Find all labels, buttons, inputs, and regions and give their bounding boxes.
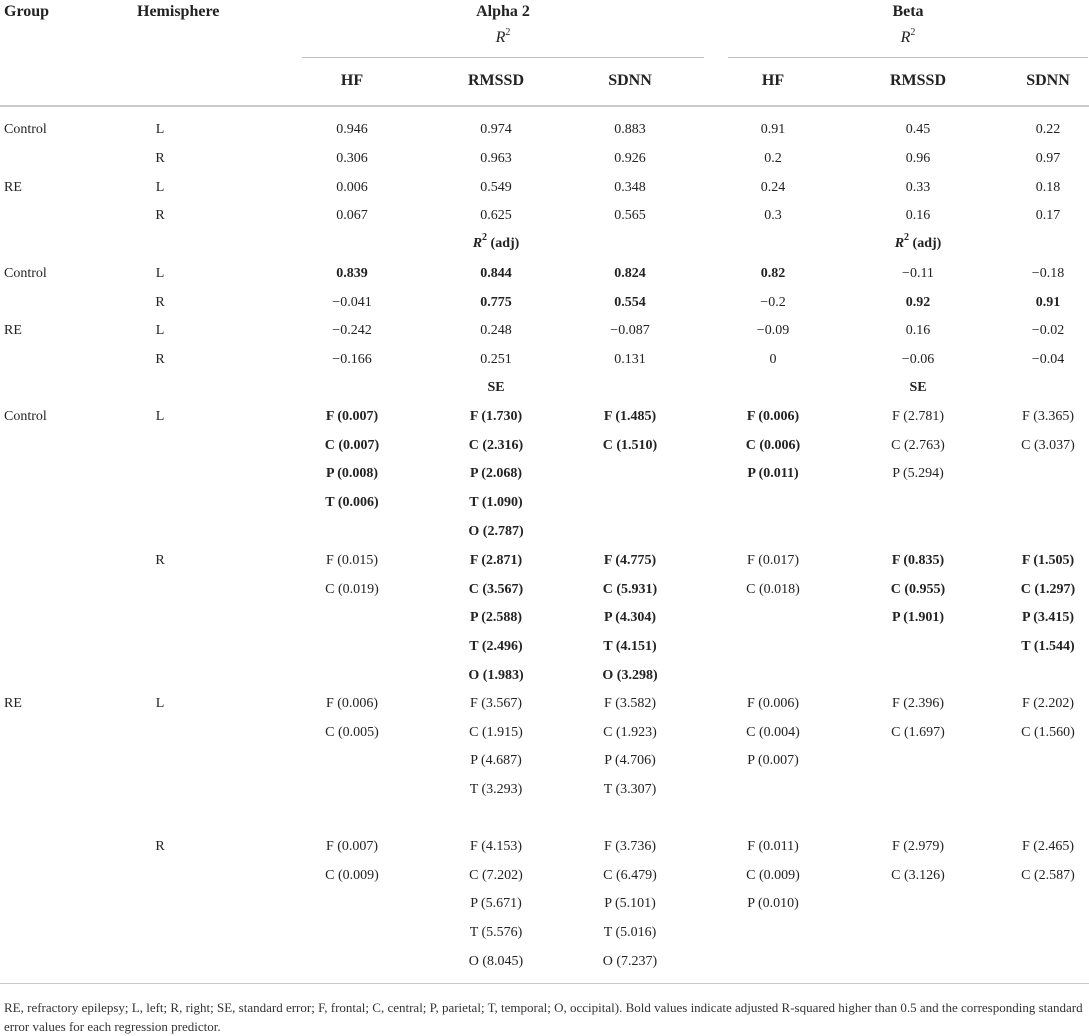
r2-adj-cell: −0.041 [332, 295, 372, 310]
header-hemisphere: Hemisphere [137, 3, 220, 20]
r2-adj-cell: 0.839 [336, 266, 368, 281]
se-cell: T (4.151) [603, 639, 657, 654]
se-cell: F (0.015) [325, 553, 379, 568]
hemisphere-label: L [155, 180, 165, 195]
se-cell: O (2.787) [468, 524, 524, 539]
r2-cell: 0.963 [480, 151, 512, 166]
se-cell: C (1.923) [603, 725, 657, 740]
se-cell: F (0.007) [325, 409, 379, 424]
se-cell: C (1.297) [1020, 582, 1076, 597]
r2-adj-cell: 0.131 [614, 352, 646, 367]
se-cell: F (3.365) [1021, 409, 1075, 424]
r2-cell: 0.91 [760, 122, 786, 137]
r2-adj-cell: −0.11 [902, 266, 934, 281]
header-alpha-2: Alpha 2 [476, 3, 530, 20]
se-cell: F (2.396) [891, 696, 945, 711]
r2-adj-cell: −0.06 [901, 352, 935, 367]
r2-cell: 0.006 [336, 180, 368, 195]
beta-header-rule [728, 57, 1088, 58]
se-cell: C (3.126) [891, 868, 945, 883]
hemisphere-label: L [155, 122, 165, 137]
header-bottom-rule [0, 105, 1089, 107]
r2-cell: 0.549 [480, 180, 512, 195]
r2-adj-cell: 0.248 [480, 323, 512, 338]
se-cell: F (0.006) [325, 696, 379, 711]
group-label: RE [4, 180, 22, 195]
se-cell: P (2.588) [469, 610, 523, 625]
r2-adj-cell: 0 [769, 352, 777, 367]
hemisphere-label: L [155, 696, 165, 711]
se-cell: F (0.007) [325, 839, 379, 854]
se-cell: C (0.019) [325, 582, 379, 597]
se-cell: O (3.298) [602, 668, 658, 683]
se-cell: T (2.496) [469, 639, 523, 654]
r2-cell: 0.97 [1035, 151, 1061, 166]
se-cell: F (3.736) [603, 839, 657, 854]
header-beta-r2: $R^2$ [900, 26, 916, 46]
se-cell: T (3.293) [469, 782, 523, 797]
se-cell: C (1.560) [1021, 725, 1075, 740]
r2-cell: 0.3 [764, 208, 782, 223]
se-cell: C (1.697) [891, 725, 945, 740]
se-cell: C (0.018) [746, 582, 800, 597]
group-label: RE [4, 323, 22, 338]
group-label: RE [4, 696, 22, 711]
r2-adj-cell: 0.824 [614, 266, 646, 281]
col-header-alpha-rmssd: RMSSD [467, 72, 525, 89]
se-cell: F (3.567) [469, 696, 523, 711]
se-cell: C (0.009) [746, 868, 800, 883]
se-cell: P (0.008) [325, 466, 379, 481]
section-r2-adj-alpha: $R^2$ (adj) [472, 232, 520, 251]
se-cell: P (3.415) [1021, 610, 1075, 625]
se-cell: P (0.007) [747, 753, 799, 768]
se-cell: C (3.037) [1021, 438, 1075, 453]
se-cell: P (0.010) [747, 896, 799, 911]
r2-cell: 0.2 [764, 151, 782, 166]
r2-adj-cell: −0.04 [1031, 352, 1065, 367]
hemisphere-label: R [155, 553, 165, 568]
se-cell: T (1.090) [469, 495, 523, 510]
r2-cell: 0.17 [1035, 208, 1061, 223]
se-cell: P (0.011) [747, 466, 799, 481]
r2-cell: 0.16 [905, 208, 931, 223]
r2-cell: 0.306 [336, 151, 368, 166]
se-cell: T (0.006) [325, 495, 379, 510]
alpha-header-rule [302, 57, 704, 58]
se-cell: F (4.775) [603, 553, 657, 568]
se-cell: O (1.983) [468, 668, 524, 683]
r2-adj-cell: 0.82 [760, 266, 786, 281]
col-header-beta-sdnn: SDNN [1026, 72, 1070, 89]
table-bottom-rule [0, 983, 1089, 984]
r2-cell: 0.883 [614, 122, 646, 137]
r2-cell: 0.946 [336, 122, 368, 137]
r2-adj-cell: −0.02 [1031, 323, 1065, 338]
col-header-beta-rmssd: RMSSD [889, 72, 947, 89]
se-cell: C (2.763) [891, 438, 945, 453]
se-cell: P (2.068) [469, 466, 523, 481]
r2-cell: 0.24 [760, 180, 786, 195]
section-se-beta: SE [909, 380, 927, 395]
hemisphere-label: R [155, 352, 165, 367]
group-label: Control [4, 409, 47, 424]
se-cell: F (2.202) [1021, 696, 1075, 711]
se-cell: F (0.006) [746, 409, 800, 424]
col-header-alpha-hf: HF [340, 72, 364, 89]
r2-cell: 0.625 [480, 208, 512, 223]
r2-cell: 0.348 [614, 180, 646, 195]
se-cell: C (0.006) [745, 438, 801, 453]
r2-adj-cell: −0.166 [332, 352, 372, 367]
r2-adj-cell: 0.554 [614, 295, 646, 310]
r2-adj-cell: −0.09 [756, 323, 790, 338]
se-cell: P (4.706) [604, 753, 656, 768]
se-cell: C (0.007) [324, 438, 380, 453]
r2-cell: 0.96 [905, 151, 931, 166]
se-cell: C (0.004) [746, 725, 800, 740]
header-alpha-r2: $R^2$ [495, 26, 511, 46]
r2-cell: 0.33 [905, 180, 931, 195]
r2-adj-cell: 0.844 [480, 266, 512, 281]
se-cell: C (1.510) [602, 438, 658, 453]
r2-adj-cell: −0.087 [610, 323, 650, 338]
r2-adj-cell: −0.242 [332, 323, 372, 338]
group-label: Control [4, 122, 47, 137]
se-cell: C (5.931) [602, 582, 658, 597]
r2-cell: 0.45 [905, 122, 931, 137]
se-cell: P (5.294) [892, 466, 944, 481]
hemisphere-label: L [155, 409, 165, 424]
se-cell: O (8.045) [468, 954, 524, 969]
se-cell: P (5.101) [604, 896, 656, 911]
se-cell: P (4.687) [470, 753, 522, 768]
r2-cell: 0.974 [480, 122, 512, 137]
se-cell: F (0.017) [746, 553, 800, 568]
hemisphere-label: R [155, 151, 165, 166]
r2-adj-cell: 0.92 [905, 295, 931, 310]
se-cell: C (2.316) [468, 438, 524, 453]
se-cell: P (1.901) [891, 610, 945, 625]
se-cell: F (1.485) [603, 409, 657, 424]
se-cell: O (7.237) [602, 954, 658, 969]
r2-adj-cell: −0.18 [1031, 266, 1065, 281]
section-se-alpha: SE [487, 380, 505, 395]
se-cell: F (1.730) [469, 409, 523, 424]
hemisphere-label: R [155, 295, 165, 310]
se-cell: C (1.915) [469, 725, 523, 740]
se-cell: T (5.016) [603, 925, 657, 940]
se-cell: T (1.544) [1021, 639, 1075, 654]
table-footnote: RE, refractory epilepsy; L, left; R, right; SE, standard error; F, frontal; C, central; P, parietal; T, temporal; O, occipital). Bold values indicate adjusted R-squared higher than 0.5 and the corresponding standard error values for each regression predictor. [4, 1000, 1083, 1034]
hemisphere-label: R [155, 208, 165, 223]
group-label: Control [4, 266, 47, 281]
se-cell: C (0.009) [325, 868, 379, 883]
se-cell: F (3.582) [603, 696, 657, 711]
r2-adj-cell: −0.2 [760, 295, 786, 310]
se-cell: C (0.005) [325, 725, 379, 740]
section-r2-adj-beta: $R^2$ (adj) [894, 232, 942, 251]
se-cell: T (3.307) [603, 782, 657, 797]
col-header-alpha-sdnn: SDNN [608, 72, 652, 89]
r2-adj-cell: 0.16 [905, 323, 931, 338]
r2-adj-cell: 0.91 [1035, 295, 1061, 310]
se-cell: C (7.202) [469, 868, 523, 883]
se-cell: F (0.006) [746, 696, 800, 711]
r2-cell: 0.18 [1035, 180, 1061, 195]
se-cell: T (5.576) [469, 925, 523, 940]
se-cell: C (6.479) [603, 868, 657, 883]
header-group: Group [4, 3, 50, 20]
r2-cell: 0.926 [614, 151, 646, 166]
hemisphere-label: L [155, 323, 165, 338]
r2-cell: 0.565 [614, 208, 646, 223]
se-cell: F (1.505) [1021, 553, 1075, 568]
se-cell: C (2.587) [1021, 868, 1075, 883]
r2-cell: 0.067 [336, 208, 368, 223]
se-cell: P (4.304) [603, 610, 657, 625]
hemisphere-label: R [155, 839, 165, 854]
se-cell: F (0.835) [891, 553, 945, 568]
se-cell: P (5.671) [470, 896, 522, 911]
r2-adj-cell: 0.251 [480, 352, 512, 367]
r2-cell: 0.22 [1035, 122, 1061, 137]
se-cell: F (0.011) [747, 839, 799, 854]
r2-adj-cell: 0.775 [480, 295, 512, 310]
header-beta: Beta [892, 3, 924, 20]
hemisphere-label: L [155, 266, 165, 281]
se-cell: F (2.871) [469, 553, 523, 568]
se-cell: F (2.465) [1021, 839, 1075, 854]
se-cell: F (4.153) [469, 839, 523, 854]
se-cell: C (3.567) [468, 582, 524, 597]
se-cell: F (2.979) [891, 839, 945, 854]
se-cell: C (0.955) [890, 582, 946, 597]
col-header-beta-hf: HF [761, 72, 785, 89]
se-cell: F (2.781) [891, 409, 945, 424]
